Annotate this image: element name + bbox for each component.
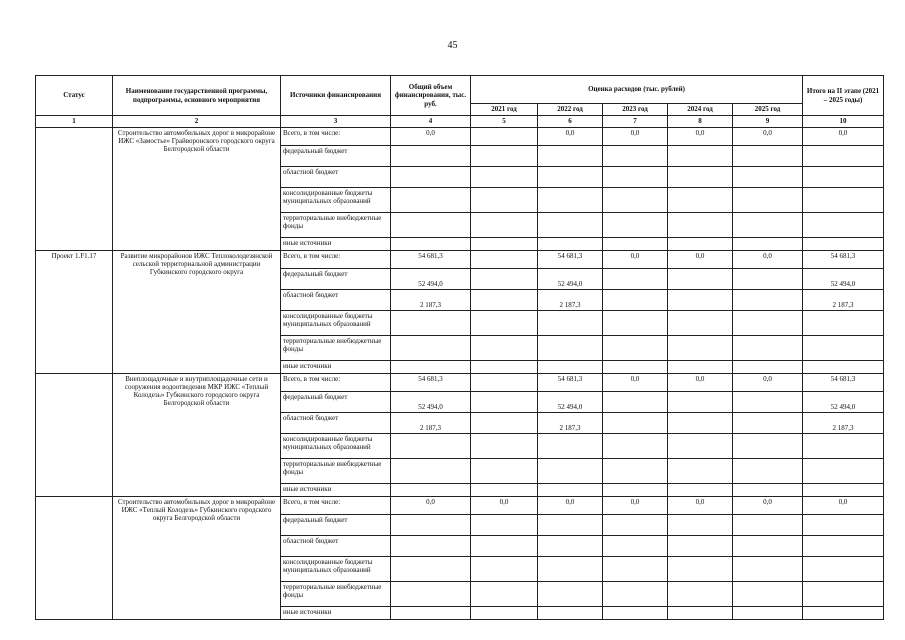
source-label: Всего, в том числе: <box>281 251 391 269</box>
value-cell: 52 494,0 <box>538 392 603 413</box>
value-cell: 0,0 <box>733 251 803 269</box>
table-body <box>36 128 884 620</box>
source-label: территориальные внебюджетные фонды <box>281 336 391 361</box>
value-cell: 0,0 <box>603 128 668 146</box>
value-cell <box>668 434 733 459</box>
source-label: иные источники <box>281 238 391 251</box>
value-cell <box>603 311 668 336</box>
value-cell: 0,0 <box>603 497 668 515</box>
value-cell <box>538 188 603 213</box>
value-cell: 54 681,3 <box>803 251 884 269</box>
value-cell: 2 187,3 <box>803 290 884 311</box>
column-number: 9 <box>733 116 803 128</box>
value-cell <box>668 188 733 213</box>
column-number: 5 <box>471 116 538 128</box>
column-number: 1 <box>36 116 113 128</box>
value-cell <box>391 582 471 607</box>
value-cell <box>733 459 803 484</box>
source-label: Всего, в том числе: <box>281 374 391 392</box>
value-cell <box>803 515 884 536</box>
value-cell <box>603 213 668 238</box>
value-cell <box>803 311 884 336</box>
value-cell <box>391 311 471 336</box>
table-row <box>36 128 884 146</box>
value-cell <box>538 607 603 620</box>
value-cell <box>538 361 603 374</box>
source-label: областной бюджет <box>281 167 391 188</box>
value-cell <box>471 536 538 557</box>
value-cell: 0,0 <box>538 497 603 515</box>
value-cell <box>733 392 803 413</box>
value-cell <box>668 213 733 238</box>
value-cell <box>471 188 538 213</box>
column-number-row <box>36 116 884 128</box>
value-cell <box>538 336 603 361</box>
value-cell <box>803 336 884 361</box>
value-cell <box>603 392 668 413</box>
source-label: территориальные внебюджетные фонды <box>281 582 391 607</box>
value-cell <box>603 582 668 607</box>
value-cell <box>733 167 803 188</box>
source-label: областной бюджет <box>281 290 391 311</box>
value-cell: 52 494,0 <box>391 269 471 290</box>
value-cell <box>803 557 884 582</box>
source-label: областной бюджет <box>281 413 391 434</box>
value-cell <box>733 484 803 497</box>
value-cell <box>733 213 803 238</box>
value-cell: 0,0 <box>668 374 733 392</box>
value-cell <box>391 238 471 251</box>
value-cell <box>733 188 803 213</box>
value-cell: 2 187,3 <box>538 413 603 434</box>
value-cell <box>603 607 668 620</box>
value-cell: 0,0 <box>603 374 668 392</box>
value-cell <box>733 557 803 582</box>
value-cell <box>471 607 538 620</box>
value-cell <box>603 188 668 213</box>
col-sources-header: Источники финансирования <box>281 76 391 116</box>
value-cell <box>803 213 884 238</box>
year-header: 2021 год <box>471 104 538 116</box>
value-cell <box>391 188 471 213</box>
value-cell <box>538 167 603 188</box>
value-cell: 2 187,3 <box>803 413 884 434</box>
value-cell <box>471 392 538 413</box>
value-cell <box>391 484 471 497</box>
value-cell <box>803 459 884 484</box>
value-cell <box>668 311 733 336</box>
value-cell <box>391 146 471 167</box>
value-cell <box>668 557 733 582</box>
table-row <box>36 374 884 392</box>
table-row <box>36 251 884 269</box>
value-cell <box>733 434 803 459</box>
value-cell: 0,0 <box>603 251 668 269</box>
row-status <box>36 128 113 251</box>
value-cell: 0,0 <box>803 497 884 515</box>
source-label: Всего, в том числе: <box>281 128 391 146</box>
value-cell <box>603 557 668 582</box>
column-number: 2 <box>113 116 281 128</box>
value-cell <box>538 515 603 536</box>
value-cell <box>391 213 471 238</box>
source-label: консолидированные бюджеты муниципальных образований <box>281 557 391 582</box>
value-cell <box>668 582 733 607</box>
year-header: 2025 год <box>733 104 803 116</box>
value-cell: 0,0 <box>733 374 803 392</box>
value-cell <box>733 290 803 311</box>
value-cell <box>668 515 733 536</box>
value-cell: 0,0 <box>733 128 803 146</box>
value-cell <box>803 484 884 497</box>
row-status <box>36 374 113 497</box>
value-cell <box>603 484 668 497</box>
row-status: Проект 1.F1.17 <box>36 251 113 374</box>
value-cell <box>471 557 538 582</box>
value-cell: 2 187,3 <box>391 290 471 311</box>
year-header: 2024 год <box>668 104 733 116</box>
value-cell <box>538 484 603 497</box>
value-cell <box>471 484 538 497</box>
column-number: 4 <box>391 116 471 128</box>
year-header: 2022 год <box>538 104 603 116</box>
value-cell <box>471 434 538 459</box>
value-cell <box>603 459 668 484</box>
value-cell <box>803 582 884 607</box>
value-cell: 0,0 <box>733 497 803 515</box>
value-cell: 54 681,3 <box>391 374 471 392</box>
value-cell <box>471 238 538 251</box>
value-cell <box>733 336 803 361</box>
value-cell <box>603 290 668 311</box>
value-cell <box>471 167 538 188</box>
value-cell <box>603 413 668 434</box>
column-number: 10 <box>803 116 884 128</box>
value-cell <box>471 413 538 434</box>
col-status-header: Статус <box>36 76 113 116</box>
value-cell: 54 681,3 <box>391 251 471 269</box>
column-number: 8 <box>668 116 733 128</box>
value-cell: 0,0 <box>471 497 538 515</box>
value-cell <box>391 336 471 361</box>
value-cell <box>471 374 538 392</box>
value-cell: 52 494,0 <box>803 392 884 413</box>
row-name: Развитие микрорайонов ИЖС Теплоколодезянской сельской территориальной администрации Губкинского городского округа <box>113 251 281 374</box>
value-cell <box>803 146 884 167</box>
column-number: 6 <box>538 116 603 128</box>
value-cell <box>603 434 668 459</box>
source-label: иные источники <box>281 607 391 620</box>
value-cell <box>668 269 733 290</box>
col-total-header: Общий объем финансирования, тыс. руб. <box>391 76 471 116</box>
source-label: консолидированные бюджеты муниципальных образований <box>281 188 391 213</box>
source-label: территориальные внебюджетные фонды <box>281 459 391 484</box>
value-cell <box>603 146 668 167</box>
row-name: Внеплощадочные и внутриплощадочные сети и сооружения водоотведения МКР ИЖС «Теплый Колодезь» Губкинского городского округа Белгородской области <box>113 374 281 497</box>
value-cell <box>668 146 733 167</box>
value-cell <box>391 607 471 620</box>
value-cell <box>391 361 471 374</box>
value-cell: 52 494,0 <box>391 392 471 413</box>
value-cell: 0,0 <box>538 128 603 146</box>
value-cell <box>603 361 668 374</box>
value-cell <box>733 146 803 167</box>
value-cell: 0,0 <box>668 497 733 515</box>
page-number: 45 <box>447 40 458 51</box>
value-cell <box>391 434 471 459</box>
row-name: Строительство автомобильных дорог в микрорайоне ИЖС «Замостье» Грайворонского городского округа Белгородской области <box>113 128 281 251</box>
source-label: федеральный бюджет <box>281 392 391 413</box>
value-cell <box>471 582 538 607</box>
value-cell <box>668 536 733 557</box>
value-cell <box>538 459 603 484</box>
value-cell <box>391 536 471 557</box>
value-cell <box>603 336 668 361</box>
value-cell <box>668 459 733 484</box>
row-name: Строительство автомобильных дорог в микрорайоне ИЖС «Теплый Колодезь» Губкинского городского округа Белгородской области <box>113 497 281 620</box>
value-cell: 54 681,3 <box>538 374 603 392</box>
value-cell: 0,0 <box>803 128 884 146</box>
column-number: 7 <box>603 116 668 128</box>
source-label: территориальные внебюджетные фонды <box>281 213 391 238</box>
value-cell <box>471 213 538 238</box>
value-cell <box>803 167 884 188</box>
value-cell <box>471 269 538 290</box>
value-cell <box>471 146 538 167</box>
value-cell: 52 494,0 <box>538 269 603 290</box>
value-cell: 2 187,3 <box>391 413 471 434</box>
value-cell: 0,0 <box>668 128 733 146</box>
value-cell <box>733 238 803 251</box>
value-cell <box>391 557 471 582</box>
value-cell <box>538 146 603 167</box>
value-cell <box>471 515 538 536</box>
value-cell <box>668 484 733 497</box>
value-cell <box>803 188 884 213</box>
value-cell <box>538 238 603 251</box>
value-cell <box>668 392 733 413</box>
value-cell <box>668 336 733 361</box>
budget-table <box>35 75 884 620</box>
source-label: федеральный бюджет <box>281 515 391 536</box>
value-cell <box>733 582 803 607</box>
value-cell: 0,0 <box>668 251 733 269</box>
value-cell <box>471 361 538 374</box>
value-cell <box>733 515 803 536</box>
value-cell <box>803 361 884 374</box>
value-cell <box>538 434 603 459</box>
value-cell <box>803 536 884 557</box>
year-header: 2023 год <box>603 104 668 116</box>
value-cell <box>538 536 603 557</box>
value-cell <box>603 167 668 188</box>
value-cell <box>733 311 803 336</box>
value-cell: 54 681,3 <box>803 374 884 392</box>
value-cell <box>733 413 803 434</box>
value-cell <box>803 607 884 620</box>
value-cell: 0,0 <box>391 128 471 146</box>
value-cell <box>733 269 803 290</box>
value-cell <box>668 361 733 374</box>
value-cell <box>733 361 803 374</box>
value-cell <box>603 238 668 251</box>
value-cell: 0,0 <box>391 497 471 515</box>
source-label: федеральный бюджет <box>281 269 391 290</box>
value-cell <box>471 251 538 269</box>
row-status <box>36 497 113 620</box>
source-label: консолидированные бюджеты муниципальных образований <box>281 434 391 459</box>
value-cell <box>538 213 603 238</box>
value-cell <box>391 459 471 484</box>
table-header <box>36 76 884 128</box>
source-label: федеральный бюджет <box>281 146 391 167</box>
source-label: иные источники <box>281 484 391 497</box>
value-cell <box>471 311 538 336</box>
source-label: областной бюджет <box>281 536 391 557</box>
value-cell: 2 187,3 <box>538 290 603 311</box>
value-cell <box>668 413 733 434</box>
col-estimate-header: Оценка расходов (тыс. рублей) <box>471 76 803 104</box>
value-cell <box>471 336 538 361</box>
value-cell: 54 681,3 <box>538 251 603 269</box>
table-row <box>36 497 884 515</box>
value-cell: 52 494,0 <box>803 269 884 290</box>
value-cell <box>603 515 668 536</box>
value-cell <box>471 459 538 484</box>
value-cell <box>733 607 803 620</box>
value-cell <box>471 290 538 311</box>
value-cell <box>538 557 603 582</box>
source-label: иные источники <box>281 361 391 374</box>
value-cell <box>603 269 668 290</box>
col-stage-total-header: Итого на II этапе (2021 – 2025 годы) <box>803 76 884 116</box>
source-label: консолидированные бюджеты муниципальных образований <box>281 311 391 336</box>
source-label: Всего, в том числе: <box>281 497 391 515</box>
value-cell <box>733 536 803 557</box>
value-cell <box>668 167 733 188</box>
value-cell <box>668 238 733 251</box>
value-cell <box>391 515 471 536</box>
value-cell <box>471 128 538 146</box>
value-cell <box>803 434 884 459</box>
column-number: 3 <box>281 116 391 128</box>
col-name-header: Наименование государственной программы, подпрограммы, основного мероприятия <box>113 76 281 116</box>
value-cell <box>538 311 603 336</box>
value-cell <box>603 536 668 557</box>
value-cell <box>803 238 884 251</box>
value-cell <box>668 607 733 620</box>
value-cell <box>538 582 603 607</box>
value-cell <box>391 167 471 188</box>
value-cell <box>668 290 733 311</box>
